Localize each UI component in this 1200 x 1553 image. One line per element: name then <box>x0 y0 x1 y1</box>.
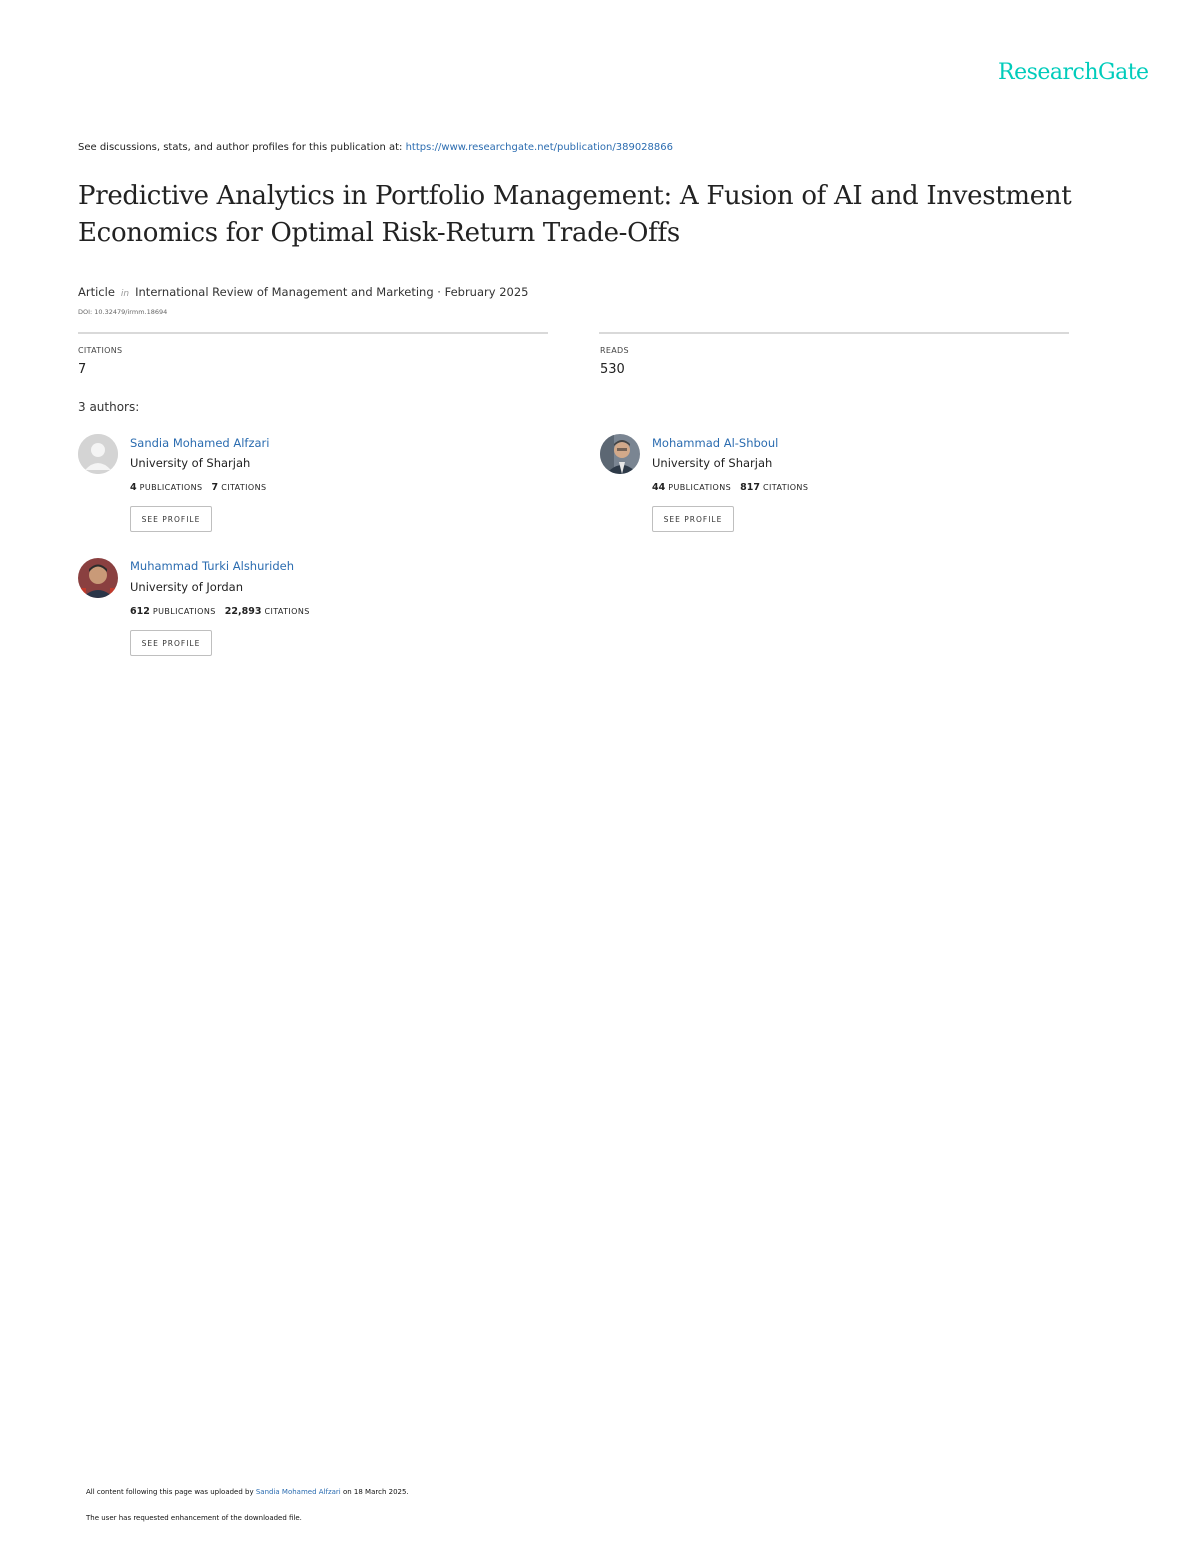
author-publications-label: PUBLICATIONS <box>668 483 732 492</box>
author-name[interactable]: Muhammad Turki Alshurideh <box>130 559 294 573</box>
journal-date: International Review of Management and Marketing · February 2025 <box>135 285 529 299</box>
author-name[interactable]: Mohammad Al-Shboul <box>652 436 779 450</box>
publication-meta <box>78 285 528 299</box>
citations-value: 7 <box>78 362 87 377</box>
author-institution: University of Jordan <box>130 580 243 594</box>
divider-right <box>599 332 1069 334</box>
researchgate-logo[interactable]: ResearchGate <box>998 60 1149 85</box>
discussion-text: See discussions, stats, and author profiles for this publication at: <box>78 142 406 153</box>
in-label: in <box>120 289 130 299</box>
author-stats <box>130 606 310 617</box>
author-publications-label: PUBLICATIONS <box>152 607 216 616</box>
author-avatar[interactable] <box>78 434 118 474</box>
publication-type: Article <box>78 285 115 299</box>
upload-note <box>86 1488 409 1496</box>
publication-link[interactable]: https://www.researchgate.net/publication/389028866 <box>405 142 673 153</box>
upload-suffix: on 18 March 2025. <box>340 1488 409 1496</box>
default-person-icon <box>78 434 118 474</box>
upload-prefix: All content following this page was uploaded by <box>86 1488 256 1496</box>
author-citations-count: 7 <box>211 482 219 493</box>
divider-left <box>78 332 548 334</box>
author-citations-count: 22,893 <box>224 606 262 617</box>
publication-doi: DOI: 10.32479/irmm.18694 <box>78 308 168 316</box>
photo-avatar <box>600 434 640 474</box>
author-citations-label: CITATIONS <box>221 483 267 492</box>
author-avatar[interactable] <box>78 558 118 598</box>
author-institution: University of Sharjah <box>652 456 773 470</box>
see-profile-button[interactable]: SEE PROFILE <box>652 506 734 532</box>
author-citations-label: CITATIONS <box>264 607 310 616</box>
author-publications-label: PUBLICATIONS <box>139 483 203 492</box>
author-citations-label: CITATIONS <box>763 483 809 492</box>
author-avatar[interactable] <box>600 434 640 474</box>
enhancement-note: The user has requested enhancement of the downloaded file. <box>86 1514 302 1522</box>
author-publications-count: 4 <box>130 482 137 493</box>
author-publications-count: 612 <box>130 606 150 617</box>
see-profile-button[interactable]: SEE PROFILE <box>130 506 212 532</box>
publication-title: Predictive Analytics in Portfolio Management: A Fusion of AI and Investment Economics for Optimal Risk-Return Trade-Offs <box>78 181 1072 248</box>
reads-value: 530 <box>600 362 625 377</box>
see-profile-button[interactable]: SEE PROFILE <box>130 630 212 656</box>
citations-label: CITATIONS <box>78 346 123 355</box>
photo-avatar <box>78 558 118 598</box>
discussion-line <box>78 142 673 153</box>
author-stats <box>130 482 266 493</box>
author-stats <box>652 482 808 493</box>
reads-label: READS <box>600 346 629 355</box>
uploader-link[interactable]: Sandia Mohamed Alfzari <box>255 1488 341 1496</box>
authors-label: 3 authors: <box>78 400 140 414</box>
author-citations-count: 817 <box>740 482 760 493</box>
author-institution: University of Sharjah <box>130 456 251 470</box>
author-name[interactable]: Sandia Mohamed Alfzari <box>130 436 270 450</box>
author-publications-count: 44 <box>652 482 666 493</box>
